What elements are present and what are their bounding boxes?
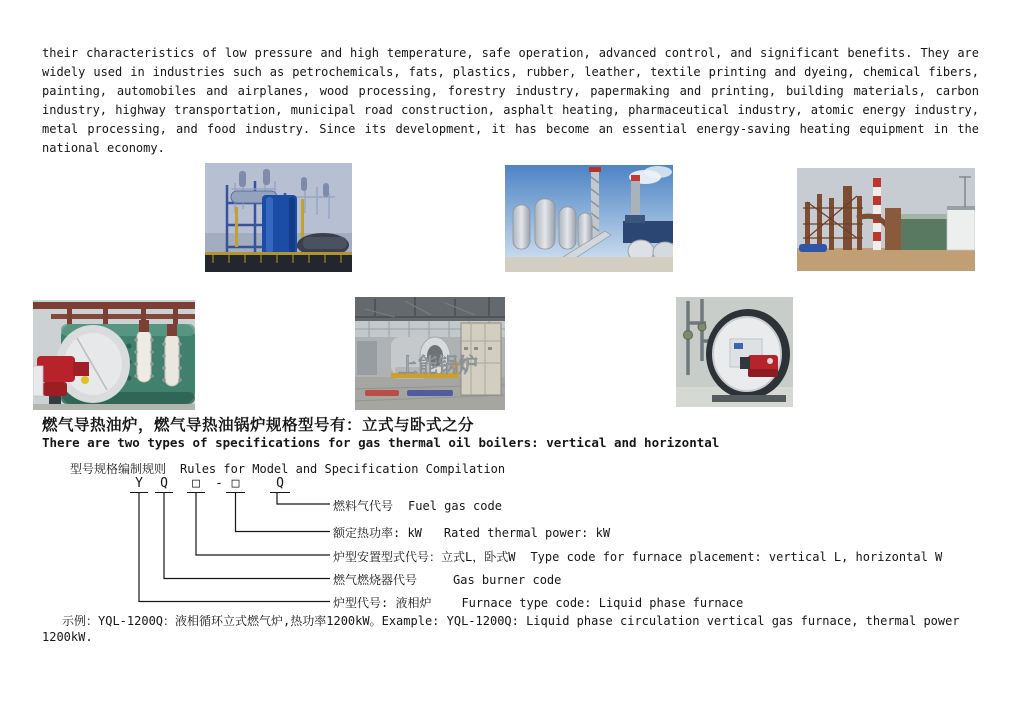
model-code-token-furnace: Y <box>130 477 148 493</box>
example-line-2: 1200kW. <box>42 630 93 644</box>
intro-paragraph <box>42 44 979 158</box>
diagram-label-fuel-gas-code: 燃料气代号 Fuel gas code <box>333 499 502 513</box>
photo-white-horizontal-boiler-red-burner <box>676 297 793 407</box>
blue-plant-illustration <box>205 163 352 272</box>
intro-line: metal processing, and food industry. Since its development, it has become an essential energy-saving heating equipment in the <box>42 122 979 136</box>
diagram-label-placement-type-code: 炉型安置型式代号：立式L，卧式W Type code for furnace placement: vertical L, horizontal W <box>333 550 943 564</box>
photo-workshop-boiler-control-cabinet <box>355 297 505 410</box>
diagram-label-furnace-type-code: 炉型代号: 液相炉 Furnace type code: Liquid phase furnace <box>333 596 744 610</box>
photo-silver-tanks-plant-smoking-chimney <box>505 165 673 272</box>
intro-line: widely used in industries such as petrochemicals, fats, plastics, rubber, leather, textile printing and dyeing, chemical fibers, <box>42 65 979 79</box>
workshop-boiler-illustration <box>355 297 505 410</box>
model-code-dash: - <box>215 476 223 491</box>
photo-green-horizontal-boiler-red-burner <box>33 300 195 410</box>
intro-line: national economy. <box>42 141 165 155</box>
green-boiler-illustration <box>33 300 195 410</box>
model-rules-title <box>70 460 505 477</box>
striped-chimney-plant-illustration <box>797 168 975 271</box>
model-rules-title-en: Rules for Model and Specification Compilation <box>180 462 506 476</box>
model-code-token-power: □ <box>226 477 245 493</box>
model-code-token-placement: □ <box>187 477 205 493</box>
intro-line: painting, automobiles and airplanes, wood processing, forestry industry, papermaking and printing, building materials, carbon <box>42 84 979 98</box>
intro-line: industry, highway transportation, municipal road construction, asphalt heating, pharmaceutical industry, atomic energy industry, <box>42 103 979 117</box>
boiler-brand-watermark: 上能锅炉 <box>398 353 478 377</box>
red-caption-mark <box>365 390 399 396</box>
section-heading-en: There are two types of specifications for gas thermal oil boilers: vertical and horizontal <box>42 435 720 450</box>
blue-caption-mark <box>407 390 453 396</box>
diagram-label-rated-thermal-power: 额定热功率: kW Rated thermal power: kW <box>333 526 611 540</box>
model-rules-title-zh: 型号规格编制规则 <box>70 462 167 476</box>
white-boiler-illustration <box>676 297 793 407</box>
photo-blue-vertical-thermal-oil-furnace-plant <box>205 163 352 272</box>
model-code-token-burner: Q <box>155 477 173 493</box>
photo-striped-chimney-plant-green-building <box>797 168 975 271</box>
section-heading-zh: 燃气导热油炉，燃气导热油锅炉规格型号有：立式与卧式之分 <box>42 416 475 434</box>
model-code-token-fuel: Q <box>270 477 290 493</box>
diagram-label-gas-burner-code: 燃气燃烧器代号 Gas burner code <box>333 573 562 587</box>
intro-line: their characteristics of low pressure and high temperature, safe operation, advanced control, and significant benefits. They are <box>42 46 979 60</box>
example-line-1: 示例：YQL-1200Q：液相循环立式燃气炉,热功率1200kW。Example: YQL-1200Q: Liquid phase circulation vertical gas furnace, thermal power <box>62 614 960 628</box>
silver-tanks-plant-illustration <box>505 165 673 272</box>
